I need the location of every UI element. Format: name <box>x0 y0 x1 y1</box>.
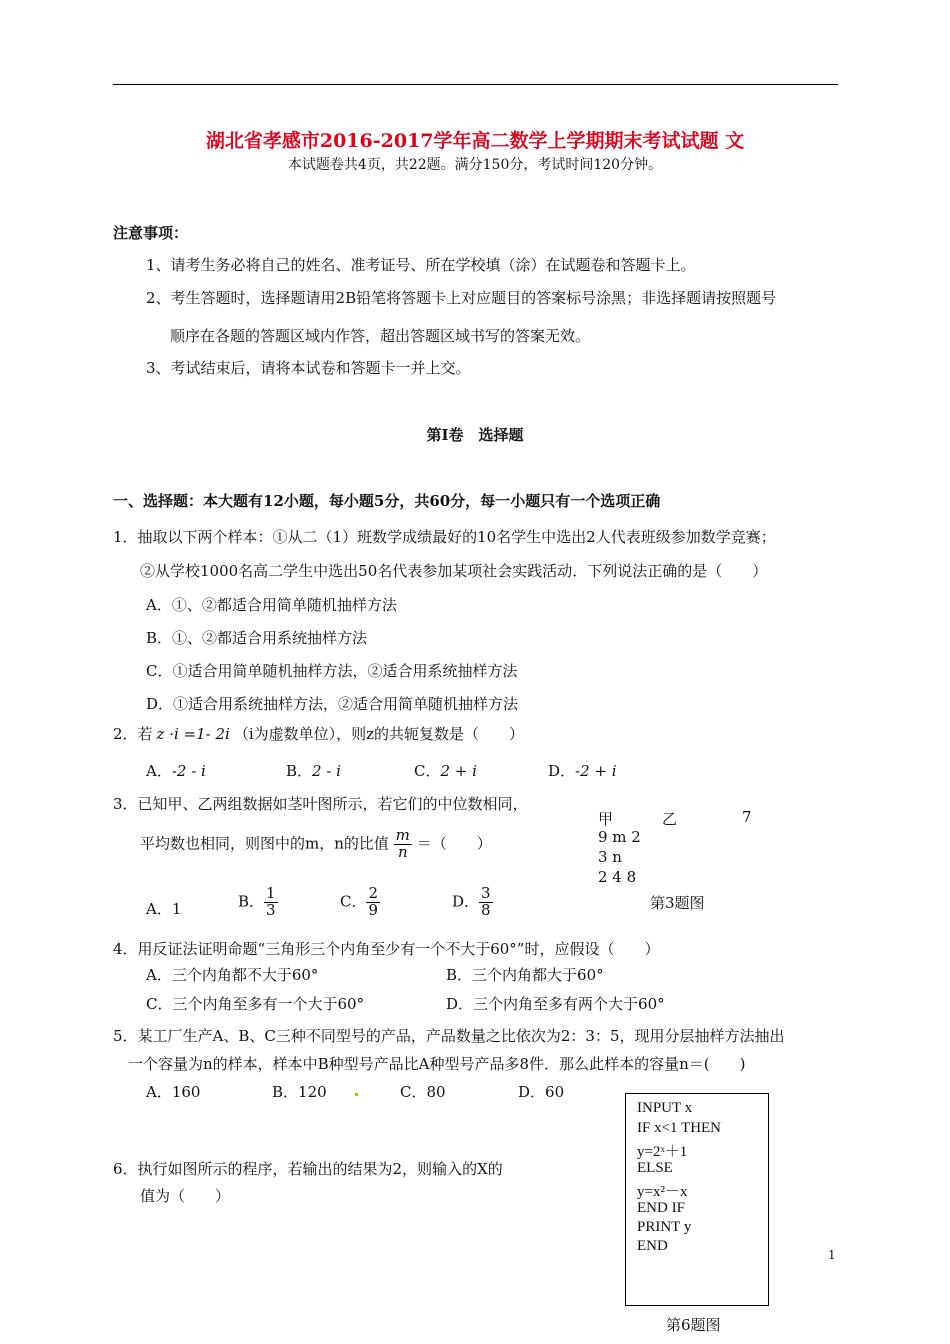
code-line-5: y=x²－x <box>637 1184 688 1200</box>
stem-leaf-header-yi: 乙 <box>662 810 678 828</box>
header-rule <box>113 84 838 85</box>
code-line-1: INPUT x <box>637 1100 693 1116</box>
q4-option-b: B．三个内角都大于60° <box>446 966 604 984</box>
q3-option-b: B． $\frac{1}{3}$ <box>238 884 276 919</box>
q5-option-c: C．80 <box>400 1083 446 1101</box>
stem-leaf-header-jia: 甲 <box>598 810 614 828</box>
q4-option-a: A．三个内角都不大于60° <box>146 966 319 984</box>
q6-figure-caption: 第6题图 <box>666 1316 721 1334</box>
notice-heading: 注意事项： <box>113 224 189 242</box>
notice-item-2: 2、考生答题时，选择题请用2B铅笔将答题卡上对应题目的答案标号涂黑；非选择题请按照题号 <box>146 289 777 307</box>
q2-option-c: C．2 + i <box>414 762 477 780</box>
stray-dot <box>355 1093 358 1096</box>
q1-option-a: A．①、②都适合用简单随机抽样方法 <box>146 596 397 614</box>
q2-option-b: B．2 - i <box>286 762 341 780</box>
q1-line2: ②从学校1000名高二学生中选出50名代表参加某项社会实践活动．下列说法正确的是（ ） <box>140 562 768 580</box>
code-line-8: END <box>637 1238 668 1254</box>
q2-stem <box>113 723 524 744</box>
q2-equation: z ·i =1- 2i <box>156 725 230 743</box>
q1-line1: 1．抽取以下两个样本：①从二（1）班数学成绩最好的10名学生中选出2人代表班级参加数学竞赛； <box>113 528 776 546</box>
q3-figure-caption: 第3题图 <box>650 894 705 912</box>
section-title: 第Ⅰ卷 选择题 <box>426 426 524 444</box>
q4-option-d: D．三个内角至多有两个大于60° <box>446 995 665 1013</box>
code-line-2: IF x<1 THEN <box>637 1120 722 1136</box>
q2-paren: （i为虚数单位），则z的共轭复数是（ ） <box>233 725 525 743</box>
q4-stem: 4．用反证法证明命题“三角形三个内角至少有一个不大于60°”时，应假设（ ） <box>113 940 660 958</box>
code-line-7: PRINT y <box>637 1219 692 1235</box>
q2-option-a: A．-2 - i <box>146 762 206 780</box>
q5-option-d: D．60 <box>518 1083 565 1101</box>
q3-line2: 平均数也相同，则图中的m，n的比值 $\frac{m}{n}$ ＝（ ） <box>140 826 492 861</box>
q3-option-d: D． $\frac{3}{8}$ <box>452 884 491 919</box>
q3-option-a: A．1 <box>146 900 182 918</box>
q6-line2: 值为（ ） <box>140 1187 231 1205</box>
q5-line1: 5．某工厂生产A、B、C三种不同型号的产品，产品数量之比依次为2：3：5，现用分层抽样方法抽出 <box>113 1027 785 1045</box>
q4-option-c: C．三个内角至多有一个大于60° <box>146 995 365 1013</box>
code-line-6: END IF <box>637 1200 685 1216</box>
q5-option-b: B．120 <box>272 1083 327 1101</box>
q3-option-c: C． $\frac{2}{9}$ <box>340 884 379 919</box>
q5-option-a: A．160 <box>146 1083 201 1101</box>
q1-option-b: B．①、②都适合用系统抽样方法 <box>146 629 368 647</box>
notice-item-3: 3、考试结束后，请将本试卷和答题卡一并上交。 <box>146 359 471 377</box>
notice-item-1: 1、请考生务必将自己的姓名、准考证号、所在学校填（涂）在试题卷和答题卡上。 <box>146 256 696 274</box>
exam-info: 本试题卷共4页，共22题。满分150分，考试时间120分钟。 <box>287 157 663 173</box>
q3-ratio-fraction: $\frac{m}{n}$ <box>395 826 410 861</box>
page-title: 湖北省孝感市2016-2017学年高二数学上学期期末考试试题 文 <box>205 130 745 152</box>
q1-option-c: C．①适合用简单随机抽样方法，②适合用系统抽样方法 <box>146 662 518 680</box>
notice-item-2-cont: 顺序在各题的答题区域内作答，超出答题区域书写的答案无效。 <box>170 327 591 345</box>
stem-leaf-row-1: 9 m 2 <box>598 828 641 846</box>
q5-line2: 一个容量为n的样本，样本中B种型号产品比A种型号产品多8件．那么此样本的容量n＝( ) <box>128 1055 746 1073</box>
page-number: 1 <box>828 1248 836 1262</box>
stem-leaf-row-3: 2 4 8 <box>598 868 637 886</box>
code-line-4: ELSE <box>637 1160 673 1176</box>
q6-line1: 6．执行如图所示的程序，若输出的结果为2，则输入的X的 <box>113 1160 503 1178</box>
q3-line1: 3．已知甲、乙两组数据如茎叶图所示，若它们的中位数相同， <box>113 795 528 813</box>
code-line-3: y=2ˣ＋1 <box>637 1144 688 1160</box>
q1-option-d: D．①适合用系统抽样方法，②适合用简单随机抽样方法 <box>146 695 519 713</box>
stem-leaf-header-7: 7 <box>742 808 752 826</box>
q2-option-d: D．-2 + i <box>548 762 617 780</box>
q2-prefix: 2．若 <box>113 725 153 743</box>
stem-leaf-row-2: 3 n <box>598 848 622 866</box>
part1-heading: 一、选择题：本大题有12小题，每小题5分，共60分，每一小题只有一个选项正确 <box>113 492 661 510</box>
